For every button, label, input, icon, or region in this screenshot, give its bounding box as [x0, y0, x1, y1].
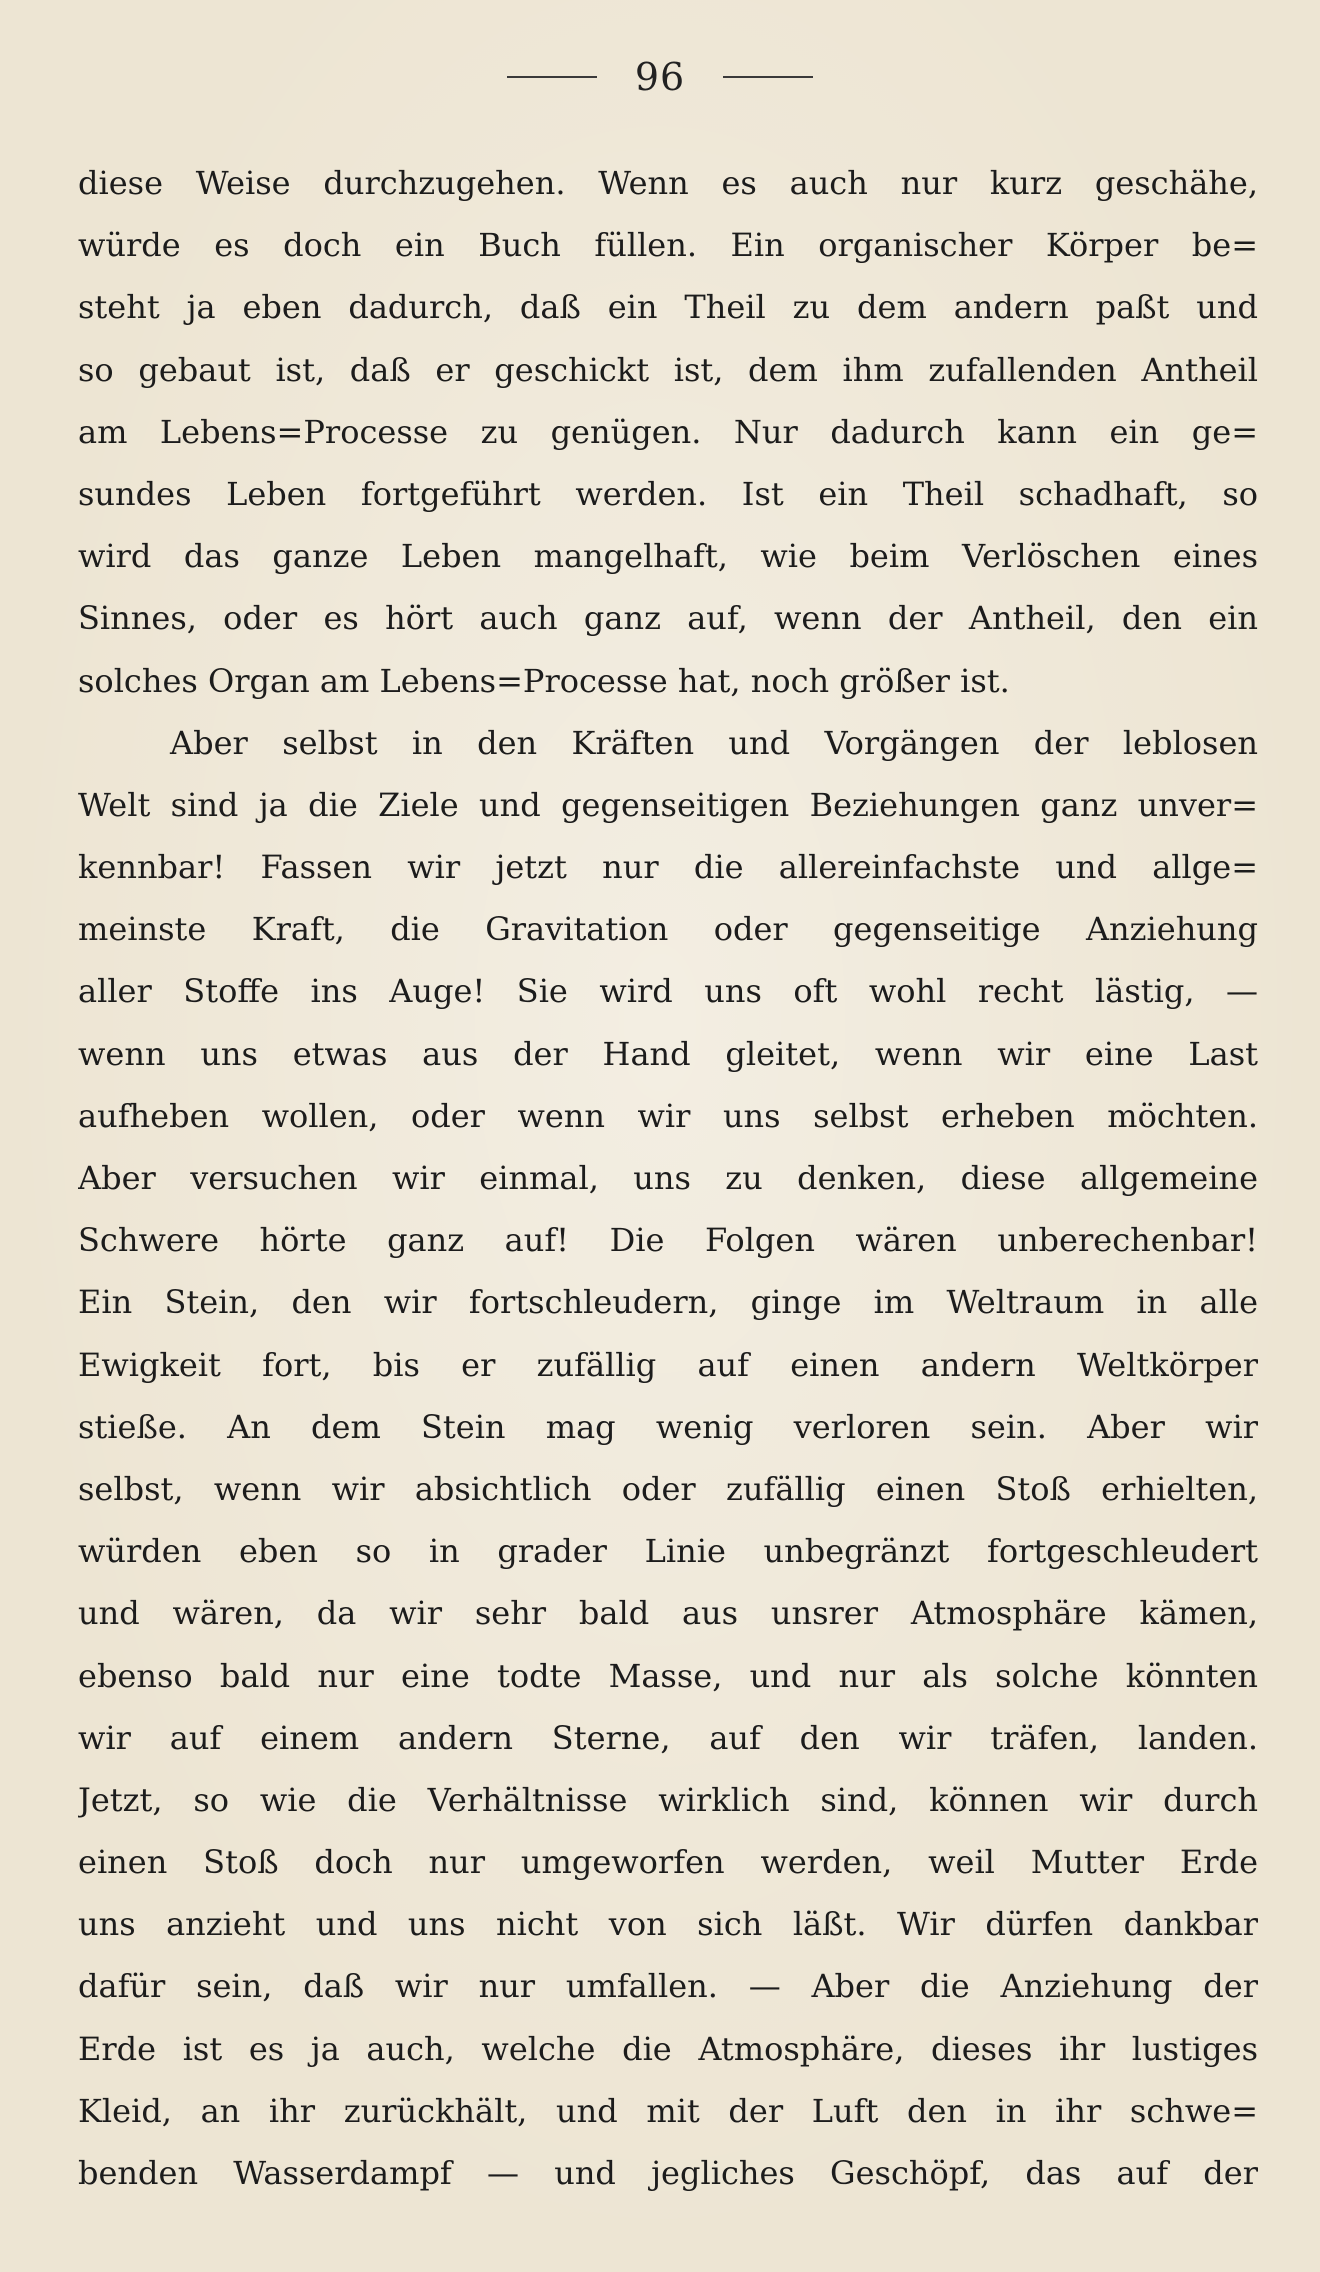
text-line: am Lebens=Processe zu genügen. Nur dadurch kann ein ge=: [78, 412, 1258, 451]
text-line: Aber versuchen wir einmal, uns zu denken, diese allgemeine: [78, 1159, 1258, 1197]
text-line: kennbar! Fassen wir jetzt nur die allereinfachste und allge=: [78, 848, 1258, 887]
page-header: [0, 52, 1320, 102]
page-number: 96: [634, 55, 686, 99]
text-line: Jetzt, so wie die Verhältnisse wirklich sind, können wir durch: [78, 1780, 1258, 1819]
text-line: ebenso bald nur eine todte Masse, und nur als solche könnten: [78, 1656, 1258, 1695]
text-line: Schwere hörte ganz auf! Die Folgen wären unberechenbar!: [78, 1221, 1258, 1260]
header-rule-right: [723, 76, 813, 78]
text-line: meinste Kraft, die Gravitation oder gegenseitige Anziehung: [78, 910, 1258, 949]
text-line: steht ja eben dadurch, daß ein Theil zu dem andern paßt und: [78, 288, 1258, 327]
body-text: [78, 152, 1258, 2204]
text-line: Sinnes, oder es hört auch ganz auf, wenn der Antheil, den ein: [78, 599, 1258, 638]
text-line: wenn uns etwas aus der Hand gleitet, wenn wir eine Last: [78, 1034, 1258, 1073]
header-rule-left: [507, 76, 597, 78]
text-line: und wären, da wir sehr bald aus unsrer Atmosphäre kämen,: [78, 1594, 1258, 1633]
text-line: Welt sind ja die Ziele und gegenseitigen Beziehungen ganz unver=: [78, 785, 1258, 824]
text-line: würde es doch ein Buch füllen. Ein organischer Körper be=: [78, 226, 1258, 265]
text-line: uns anzieht und uns nicht von sich läßt. Wir dürfen dankbar: [78, 1905, 1258, 1944]
text-line: aller Stoffe ins Auge! Sie wird uns oft wohl recht lästig, —: [78, 972, 1258, 1011]
text-line: wir auf einem andern Sterne, auf den wir träfen, landen.: [78, 1718, 1258, 1757]
text-line: so gebaut ist, daß er geschickt ist, dem ihm zufallenden Antheil: [78, 350, 1258, 389]
text-line: solches Organ am Lebens=Processe hat, noch größer ist.: [78, 661, 1010, 700]
text-line: sundes Leben fortgeführt werden. Ist ein Theil schadhaft, so: [78, 474, 1258, 513]
text-line: Ewigkeit fort, bis er zufällig auf einen andern Weltkörper: [78, 1345, 1258, 1384]
text-line: stieße. An dem Stein mag wenig verloren sein. Aber wir: [78, 1407, 1258, 1446]
text-line: würden eben so in grader Linie unbegränzt fortgeschleudert: [78, 1532, 1258, 1571]
text-line: diese Weise durchzugehen. Wenn es auch nur kurz geschähe,: [78, 164, 1258, 202]
text-line: dafür sein, daß wir nur umfallen. — Aber die Anziehung der: [78, 1967, 1258, 2006]
text-line: Aber selbst in den Kräften und Vorgängen der leblosen: [170, 723, 1258, 762]
text-line: Kleid, an ihr zurückhält, und mit der Luft den in ihr schwe=: [78, 2091, 1258, 2130]
text-line: selbst, wenn wir absichtlich oder zufällig einen Stoß erhielten,: [78, 1469, 1258, 1508]
text-line: Erde ist es ja auch, welche die Atmosphäre, dieses ihr lustiges: [78, 2029, 1258, 2068]
text-line: aufheben wollen, oder wenn wir uns selbst erheben möchten.: [78, 1096, 1258, 1135]
text-line: einen Stoß doch nur umgeworfen werden, weil Mutter Erde: [78, 1843, 1258, 1882]
text-line: wird das ganze Leben mangelhaft, wie beim Verlöschen eines: [78, 537, 1258, 576]
text-line: benden Wasserdampf — und jegliches Geschöpf, das auf der: [78, 2154, 1258, 2192]
text-line: Ein Stein, den wir fortschleudern, ginge im Weltraum in alle: [78, 1283, 1258, 1322]
